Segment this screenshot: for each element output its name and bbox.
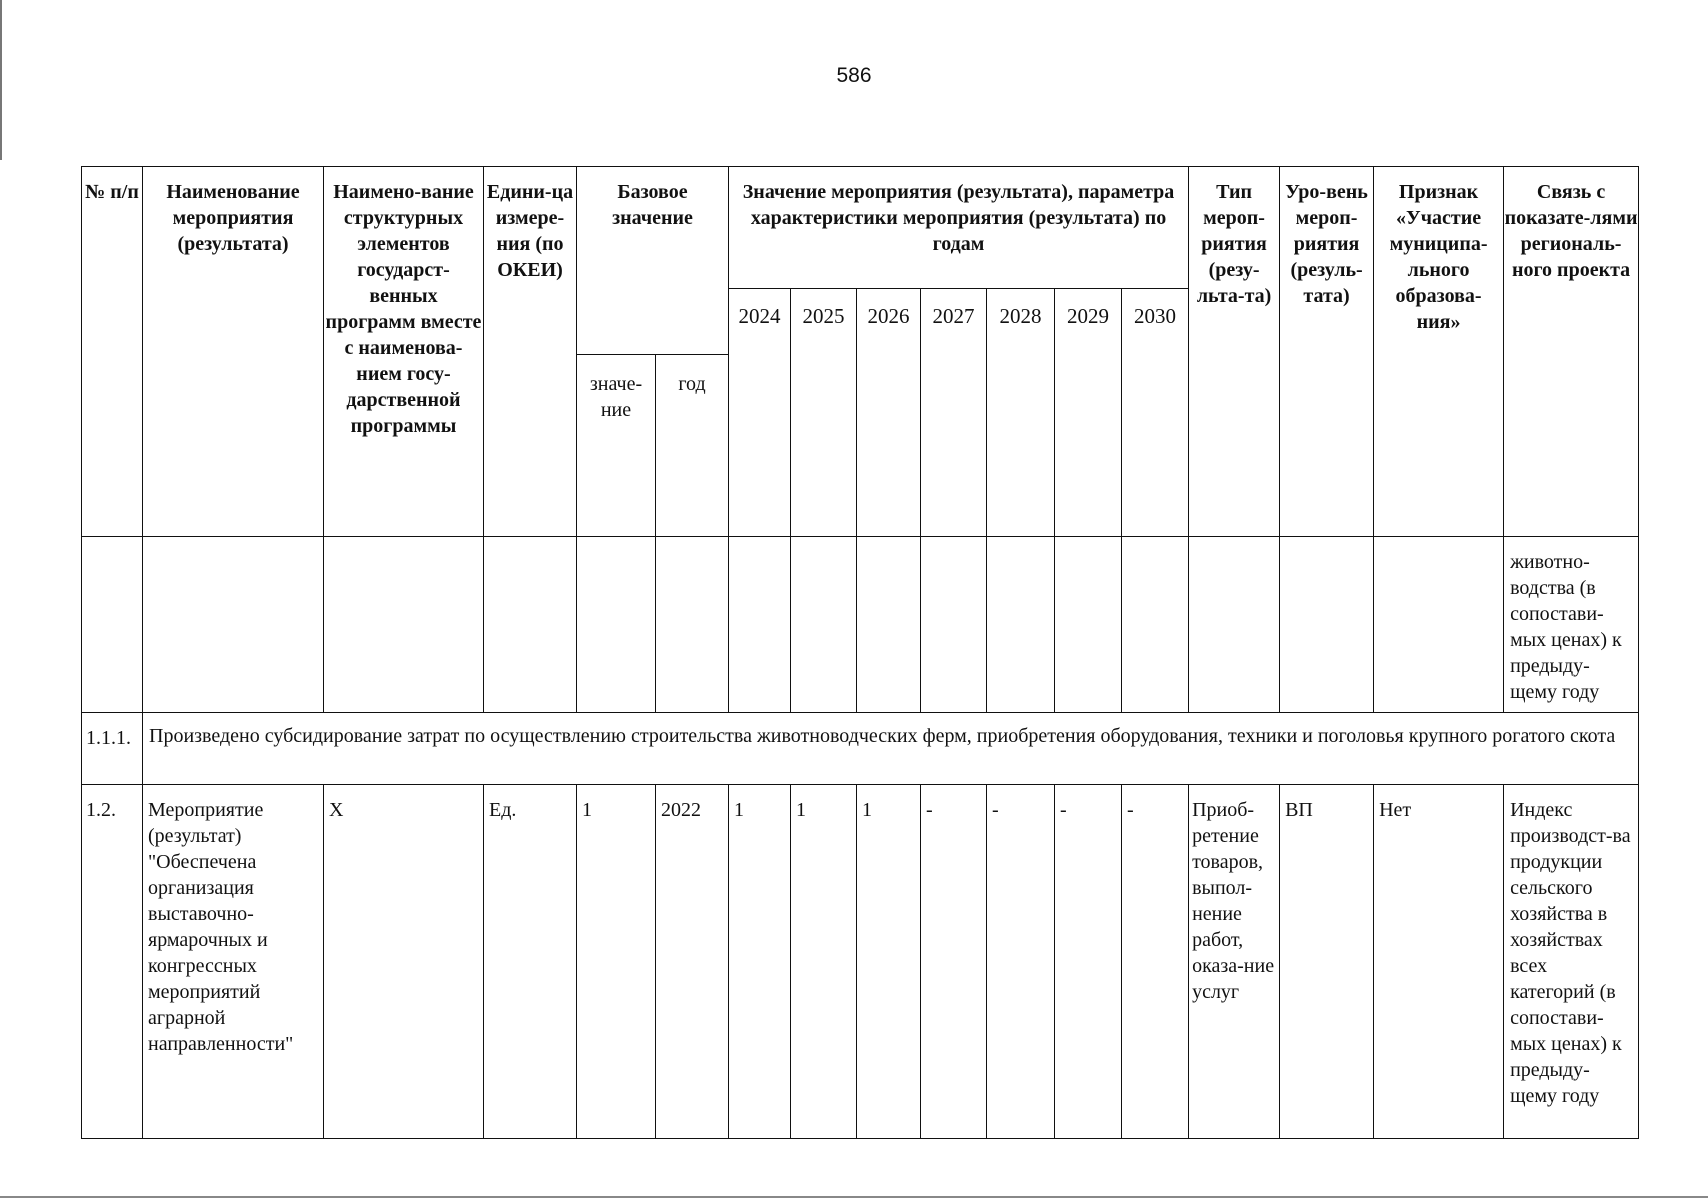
cell-structural: Х — [324, 785, 484, 1139]
col-header-municipal: Признак «Участие муниципа-льного образова-ния» — [1374, 167, 1504, 537]
cell-empty — [987, 537, 1055, 713]
cell-year-value: - — [921, 785, 987, 1139]
col-header-unit: Едини-ца измере-ния (по ОКЕИ) — [484, 167, 577, 537]
year-header: 2029 — [1055, 289, 1122, 537]
table-row-continuation — [82, 537, 1639, 713]
cell-municipal: Нет — [1374, 785, 1504, 1139]
col-header-link: Связь с показате-лями региональ-ного проекта — [1504, 167, 1639, 537]
year-header: 2028 — [987, 289, 1055, 537]
cell-empty — [1122, 537, 1189, 713]
cell-empty — [1280, 537, 1374, 713]
year-header: 2025 — [791, 289, 857, 537]
col-header-base: Базовое значение — [577, 167, 729, 355]
activities-table — [81, 166, 1639, 1139]
header-row-1 — [82, 167, 1639, 289]
cell-empty — [484, 537, 577, 713]
cell-num: 1.1.1. — [82, 713, 143, 785]
col-header-values-group: Значение мероприятия (результата), параметра характеристики мероприятия (результата) по годам — [729, 167, 1189, 289]
cell-base-value: 1 — [577, 785, 656, 1139]
cell-empty — [1189, 537, 1280, 713]
col-header-name: Наименование мероприятия (результата) — [143, 167, 324, 537]
cell-result-text: Произведено субсидирование затрат по осуществлению строительства животноводческих ферм, приобретения оборудования, техники и поголовья крупного рогатого скота — [143, 713, 1639, 785]
cell-empty — [791, 537, 857, 713]
cell-empty — [1055, 537, 1122, 713]
table-row-1-1-1 — [82, 713, 1639, 785]
cell-year-value: - — [1055, 785, 1122, 1139]
cell-num: 1.2. — [82, 785, 143, 1139]
cell-empty — [82, 537, 143, 713]
cell-empty — [921, 537, 987, 713]
year-header: 2027 — [921, 289, 987, 537]
cell-unit: Ед. — [484, 785, 577, 1139]
cell-empty — [577, 537, 656, 713]
col-header-structural: Наимено-вание структурных элементов государст-венных программ вместе с наименова-нием госу-дарственной программы — [324, 167, 484, 537]
cell-year-value: 1 — [791, 785, 857, 1139]
page-number: 586 — [836, 64, 872, 87]
cell-year-value: 1 — [857, 785, 921, 1139]
cell-name: Мероприятие (результат) "Обеспечена организация выставочно-ярмарочных и конгрессных мероприятий аграрной направленности" — [143, 785, 324, 1139]
col-header-base-value: значе-ние — [577, 355, 656, 537]
page-edge-bottom — [0, 1196, 1708, 1198]
year-header: 2024 — [729, 289, 791, 537]
table-row-1-2 — [82, 785, 1639, 1139]
cell-level: ВП — [1280, 785, 1374, 1139]
cell-base-year: 2022 — [656, 785, 729, 1139]
cell-year-value: 1 — [729, 785, 791, 1139]
cell-empty — [1374, 537, 1504, 713]
col-header-type: Тип мероп-риятия (резу-льта-та) — [1189, 167, 1280, 537]
col-header-level: Уро-вень мероп-риятия (резуль-тата) — [1280, 167, 1374, 537]
cell-empty — [729, 537, 791, 713]
cell-empty — [656, 537, 729, 713]
cell-empty — [143, 537, 324, 713]
year-header: 2030 — [1122, 289, 1189, 537]
cell-link: Индекс производст-ва продукции сельского хозяйства в хозяйствах всех категорий (в сопостави-мых ценах) к предыду-щему году — [1504, 785, 1639, 1139]
cell-year-value: - — [987, 785, 1055, 1139]
cell-type: Приоб-ретение товаров, выпол-нение работ, оказа-ние услуг — [1189, 785, 1280, 1139]
cell-year-value: - — [1122, 785, 1189, 1139]
cell-link-continuation: животно-водства (в сопостави-мых ценах) к предыду-щему году — [1504, 537, 1639, 713]
col-header-base-year: год — [656, 355, 729, 537]
col-header-num: № п/п — [82, 167, 143, 537]
cell-empty — [324, 537, 484, 713]
cell-empty — [857, 537, 921, 713]
year-header: 2026 — [857, 289, 921, 537]
